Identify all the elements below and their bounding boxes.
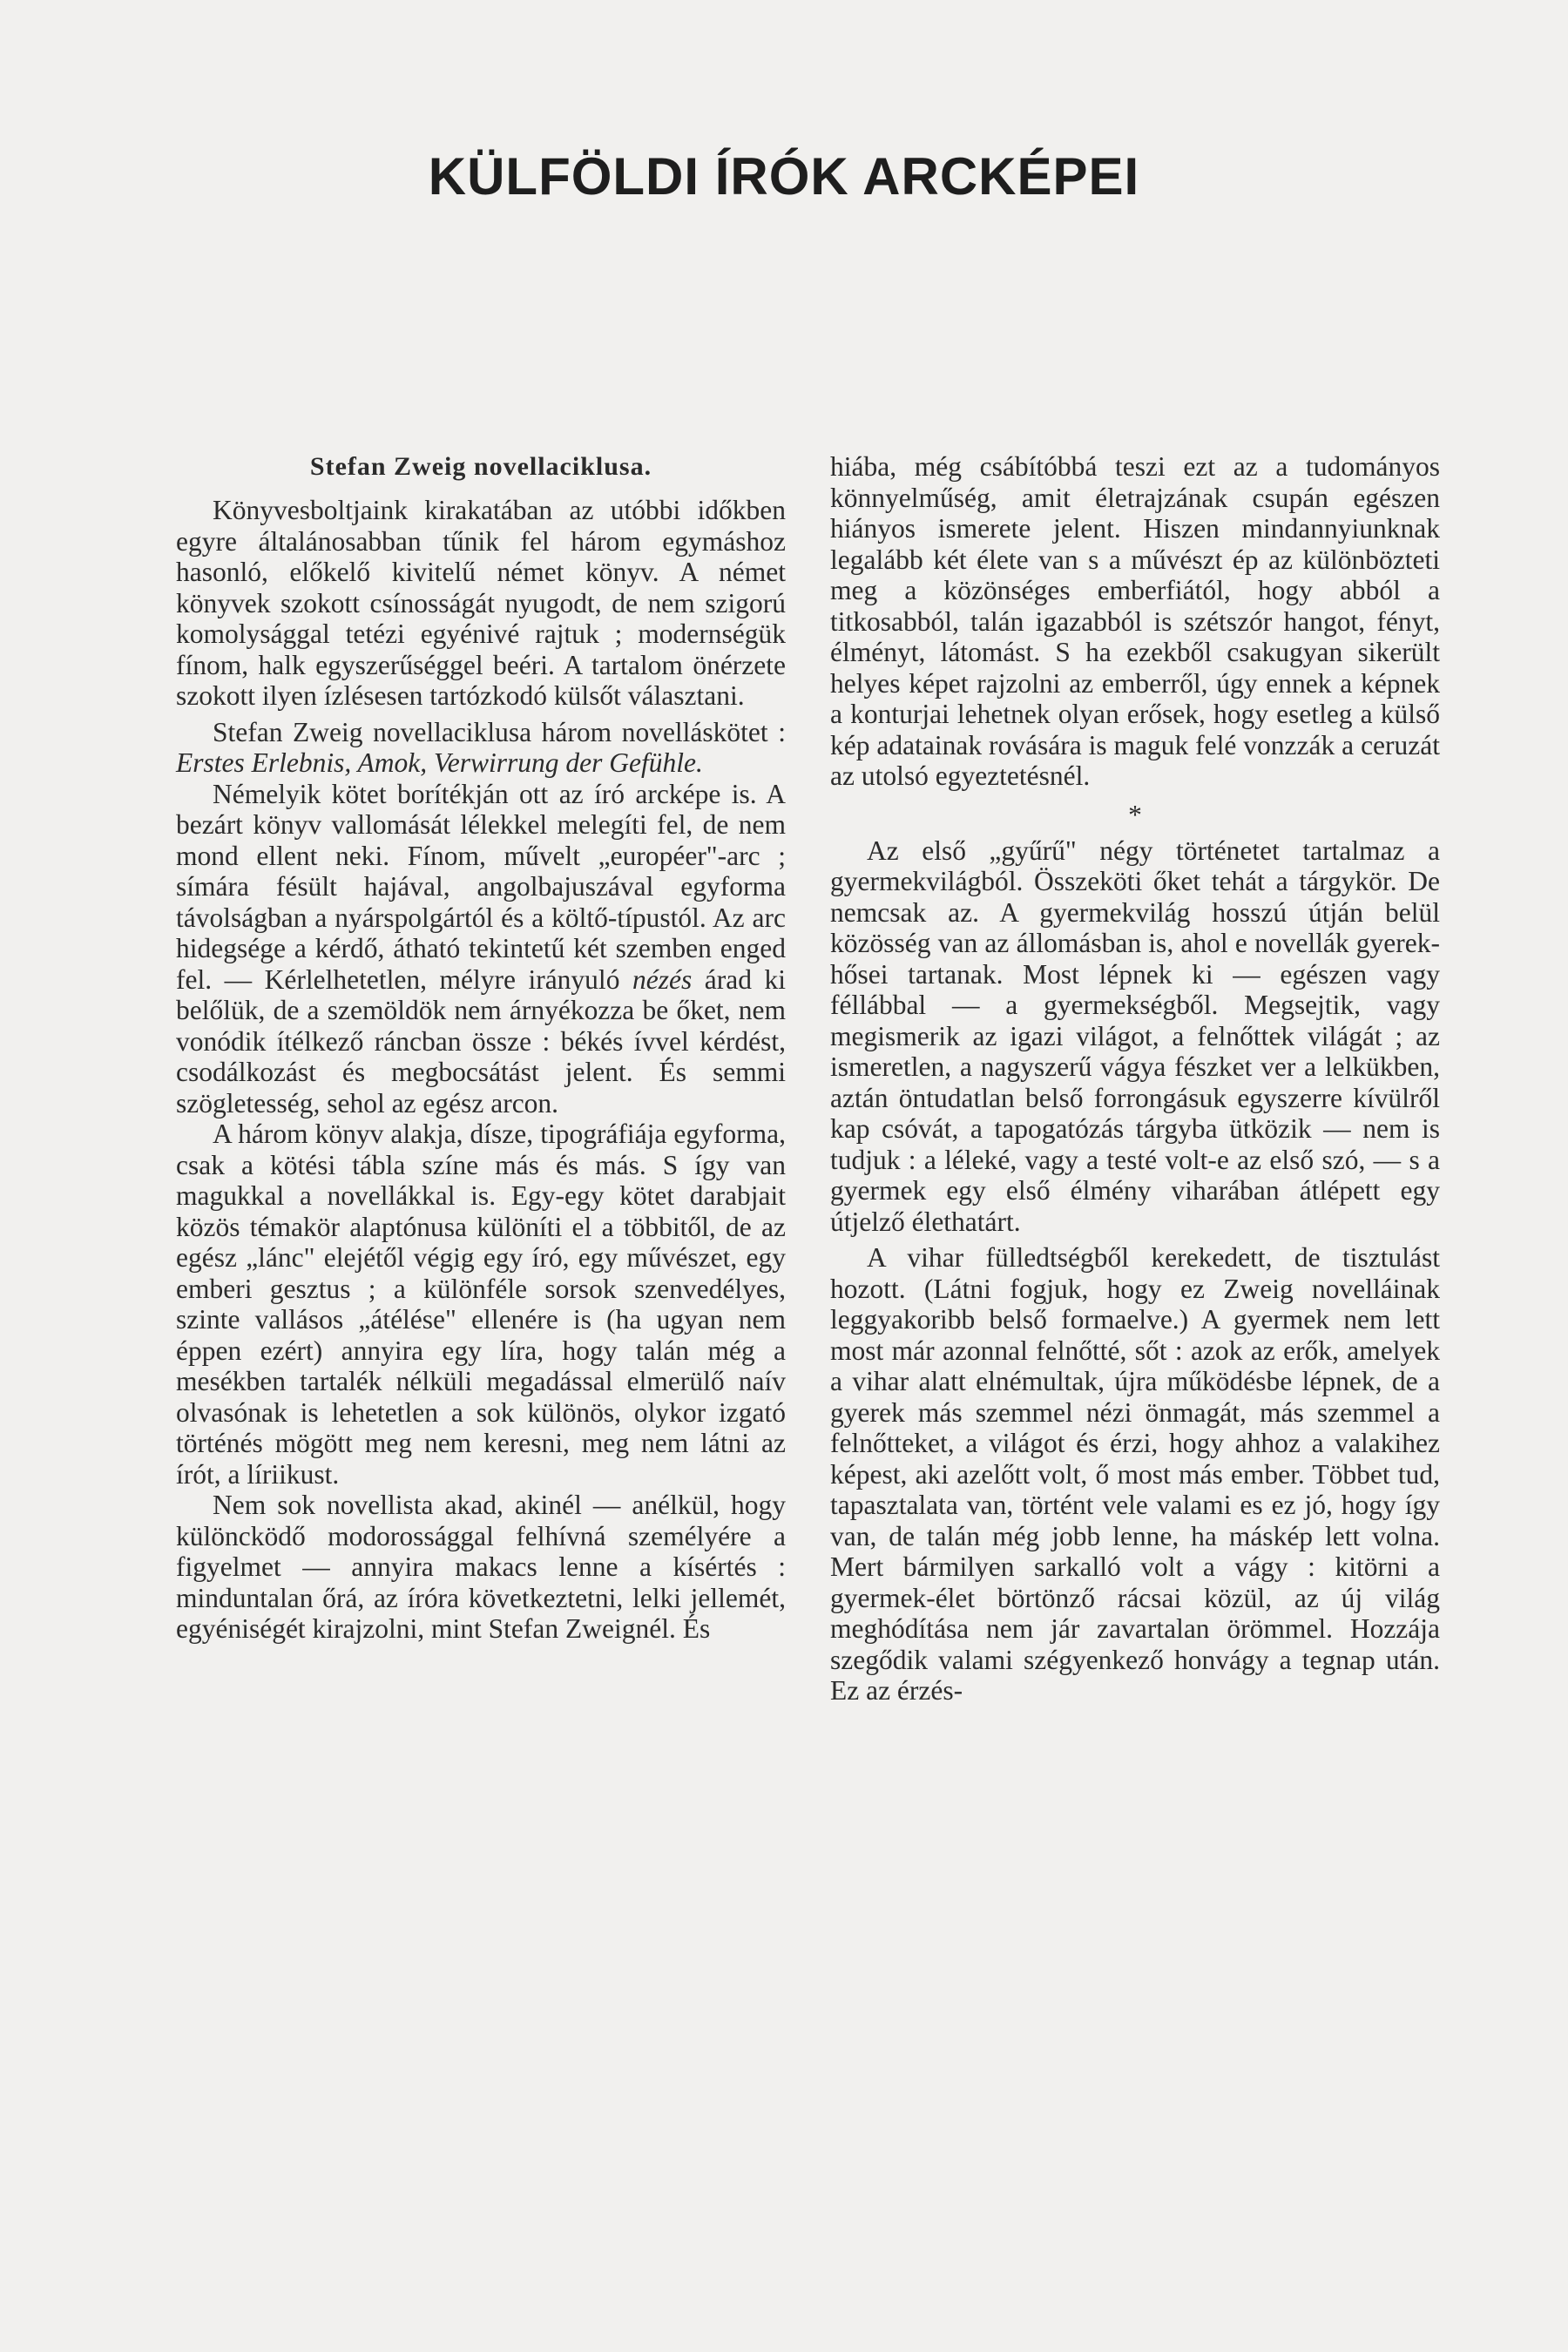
right-column [830,451,1440,1707]
paragraph-portrait [176,779,786,1119]
paragraph-intro: Könyvesboltjaink kirakatában az utóbbi időkben egyre általánosabban tűnik fel három egymáshoz hasonló, előkelő kivitelű német könyv. A német könyvek szokott csínosságát nyugodt, de nem szigorú komolysággal tetézi egyénivé rajtuk ; modernségük fínom, halk egyszerűséggel beéri. A tartalom önérzete szokott ilyen ízlésesen tartózkodó külsőt választani. [176,495,786,711]
paragraph-continuation: hiába, még csábítóbbá teszi ezt az a tudományos könnyelműség, amit életrajzának csupán egészen hiányos ismerete jelent. Hiszen mindannyiunknak legalább két élete van s a művészt ép az különbözteti meg a közönséges emberfiától, hogy abból a titkosabból, talán igazabból is szétszór hangot, fényt, élményt, látomást. S ha ezekből csakugyan sikerült helyes képet rajzolni az emberről, úgy ennek a képnek a konturjai lehetnek olyan erősek, hogy esetleg a külső kép adatainak rovására is maguk felé vonzzák a ceruzát az utolsó egyeztetésnél. [830,451,1440,791]
page-title: KÜLFÖLDI ÍRÓK ARCKÉPEI [428,147,1140,206]
section-heading: Stefan Zweig novellaciklusa. [309,452,652,481]
paragraph-novelist: Nem sok novellista akad, akinél — anélkül, hogy különcködő modorossággal felhívná személyére a figyelmet — annyira makacs lenne a kísértés : minduntalan őrá, az íróra következtetni, lelki jellemét, egyéniségét kirajzolni, mint Stefan Zweignél. És [176,1490,786,1644]
book-titles: Erstes Erlebnis, Amok, Verwirrung der Gefühle. [176,747,703,778]
paragraph-books: A három könyv alakja, dísze, tipográfiája egyforma, csak a kötési tábla színe más és más. S így van magukkal a novellákkal is. Egy-egy kötet darabjait közös témakör alaptónusa különíti el a többitől, de az egész „lánc" elejétől végig egy író, egy művészet, egy emberi gesztus ; a különféle sorsok szenvedélyes, szinte vallásos „átélése" ellenére is (ha ugyan nem éppen ezért) annyira egy líra, hogy talán még a mesékben tartalék nélküli megadással elmerülő naív olvasónak is lehetetlen a sok különös, olykor izgató történés mögött meg nem keresni, meg nem látni az írót, a líriikust. [176,1119,786,1490]
paragraph-storm: A vihar fülledtségből kerekedett, de tisztulást hozott. (Látni fogjuk, hogy ez Zweig novelláinak leggyakoribb belső formaelve.) A gyermek nem lett most már azonnal felnőtté, sőt : azok az erők, amelyek a vihar alatt elnémultak, újra működésbe lépnek, de a gyerek más szemmel nézi önmagát, más szemmel a felnőtteket, a világot és érzi, hogy ahhoz a valakihez képest, aki azelőtt volt, ő most más ember. Többet tud, tapasztalata van, történt vele valami es ez jó, hogy így van, de talán még jobb lenne, ha máskép lett volna. Mert bármilyen sarkalló volt a vágy : kitörni a gyermek-élet börtönző rácsai közül, az új világ meghódítása nem jár zavartalan örömmel. Hozzája szegődik valami szégyenkező honvágy a tegnap után. Ez az érzés- [830,1242,1440,1706]
left-column [176,451,786,1645]
paragraph-portrait-a: Némelyik kötet borítékján ott az író arcképe is. A bezárt könyv vallomását lélekkel melegíti fel, de nem mond ellent neki. Fínom, művelt „européer"-arc ; símára fésült hajával, angolbajuszával egyforma távolságban a nyárspolgártól és a költő-típustól. Az arc hidegsége a kérdő, átható tekintetű két szemben enged fel. — Kérlelhetetlen, mélyre irányuló [176,778,786,995]
paragraph-volumes [176,717,786,779]
paragraph-portrait-b: árad ki belőlük, de a szemöldök nem árnyékozza be őket, nem vonódik ítélkező ráncban össze : békés ívvel kérdést, csodálkozást és megbocsátást jelent. És semmi szögletesség, sehol az egész arcon. [176,963,787,1119]
section-separator: * [1128,799,1142,830]
paragraph-volumes-text: Stefan Zweig novellaciklusa három novelláskötet : [213,716,786,747]
paragraph-first-ring: Az első „gyűrű" négy történetet tartalmaz a gyermekvilágból. Összeköti őket tehát a tárgykör. De nemcsak az. A gyermekvilág hosszú útján belül közösség van az állomásban is, ahol e novellák gyerek-hősei tartanak. Most lépnek ki — egészen vagy féllábbal — a gyermekségből. Megsejtik, vagy megismerik az igazi világot, a felnőttek világát ; az ismeretlen, a nagyszerű vágya fészket ver a lelkükben, aztán öntudatlan belső forrongásuk egyszerre kívülről kap csóvát, a tapogatózás tárgyba ütközik — nem is tudjuk : a léleké, vagy a testé volt-e az első szó, — s a gyermek egy első élmény viharában átlépett egy útjelző élethatárt. [830,835,1440,1237]
emphasis-nezes: nézés [632,963,693,995]
